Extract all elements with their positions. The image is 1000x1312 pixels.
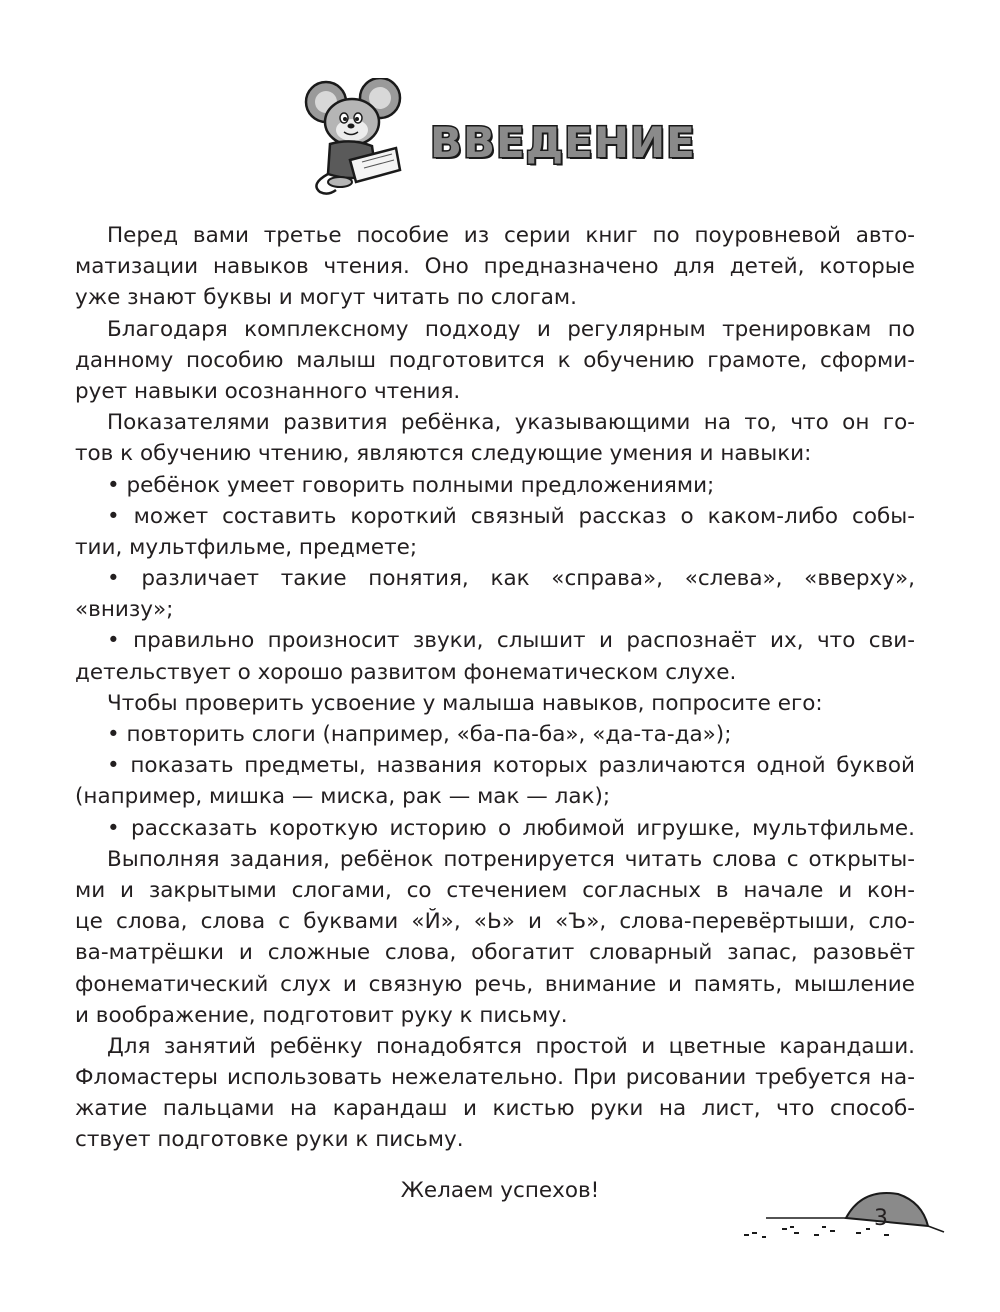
- text-line: • правильно произносит звуки, слышит и распознаёт их, что сви-: [107, 628, 915, 654]
- text-line: • повторить слоги (например, «ба-па-ба», «да-та-да»);: [107, 722, 732, 747]
- page-number-decoration: [738, 1188, 948, 1248]
- text-line: • показать предметы, названия которых различаются одной буквой: [107, 753, 915, 779]
- intro-text: [75, 220, 915, 1156]
- text-line: • ребёнок умеет говорить полными предложениями;: [107, 472, 715, 498]
- text-line: це слова, слова с буквами «Й», «Ь» и «Ъ», слова-перевёртыши, сло-: [75, 909, 915, 935]
- text-line: Выполняя задания, ребёнок потренируется читать слова с открыты-: [107, 846, 915, 872]
- text-line: • различает такие понятия, как «справа», «слева», «вверху»,: [107, 566, 915, 592]
- text-line: • может составить короткий связный рассказ о каком-либо собы-: [107, 503, 915, 529]
- text-line: Показателями развития ребёнка, указывающими на то, что он го-: [107, 410, 915, 436]
- text-line: ствует подготовке руки к письму.: [75, 1127, 464, 1153]
- text-line: тии, мультфильме, предмете;: [75, 534, 418, 560]
- text-line: Благодаря комплексному подходу и регулярным тренировкам по: [107, 316, 915, 342]
- text-line: • рассказать короткую историю о любимой игрушке, мультфильме.: [107, 815, 915, 841]
- text-line: матизации навыков чтения. Оно предназначено для детей, которые: [75, 254, 915, 280]
- page-number: 3: [874, 1206, 888, 1231]
- mouse-reading-book-illustration: [300, 78, 410, 196]
- text-line: «внизу»;: [75, 597, 174, 623]
- text-line: Перед вами третье пособие из серии книг по поуровневой авто-: [107, 223, 915, 248]
- text-line: фонематический слух и связную речь, внимание и память, мышление: [75, 971, 915, 997]
- text-line: Чтобы проверить усвоение у малыша навыков, попросите его:: [107, 690, 823, 716]
- text-line: тов к обучению чтению, являются следующие умения и навыки:: [75, 441, 812, 467]
- text-line: и воображение, подготовит руку к письму.: [75, 1002, 568, 1028]
- text-line: ва-матрёшки и сложные слова, обогатит словарный запас, разовьёт: [75, 940, 915, 966]
- text-line: Фломастеры использовать нежелательно. При рисовании требуется на-: [75, 1065, 915, 1091]
- text-line: (например, мишка — миска, рак — мак — лак);: [75, 784, 611, 810]
- text-line: рует навыки осознанного чтения.: [75, 378, 461, 404]
- closing-wish: Желаем успехов!: [400, 1178, 600, 1203]
- text-line: уже знают буквы и могут читать по слогам.: [75, 285, 577, 311]
- page-title: ВВЕДЕНИЕ: [430, 118, 696, 167]
- text-line: жатие пальцами на карандаш и кистью руки на лист, что способ-: [75, 1096, 915, 1122]
- text-line: данному пособию малыш подготовится к обучению грамоте, сформи-: [75, 347, 915, 373]
- text-line: Для занятий ребёнку понадобятся простой и цветные карандаши.: [107, 1033, 915, 1059]
- text-line: детельствует о хорошо развитом фонематическом слухе.: [75, 659, 737, 685]
- text-line: ми и закрытыми слогами, со стечением согласных в начале и кон-: [75, 877, 915, 903]
